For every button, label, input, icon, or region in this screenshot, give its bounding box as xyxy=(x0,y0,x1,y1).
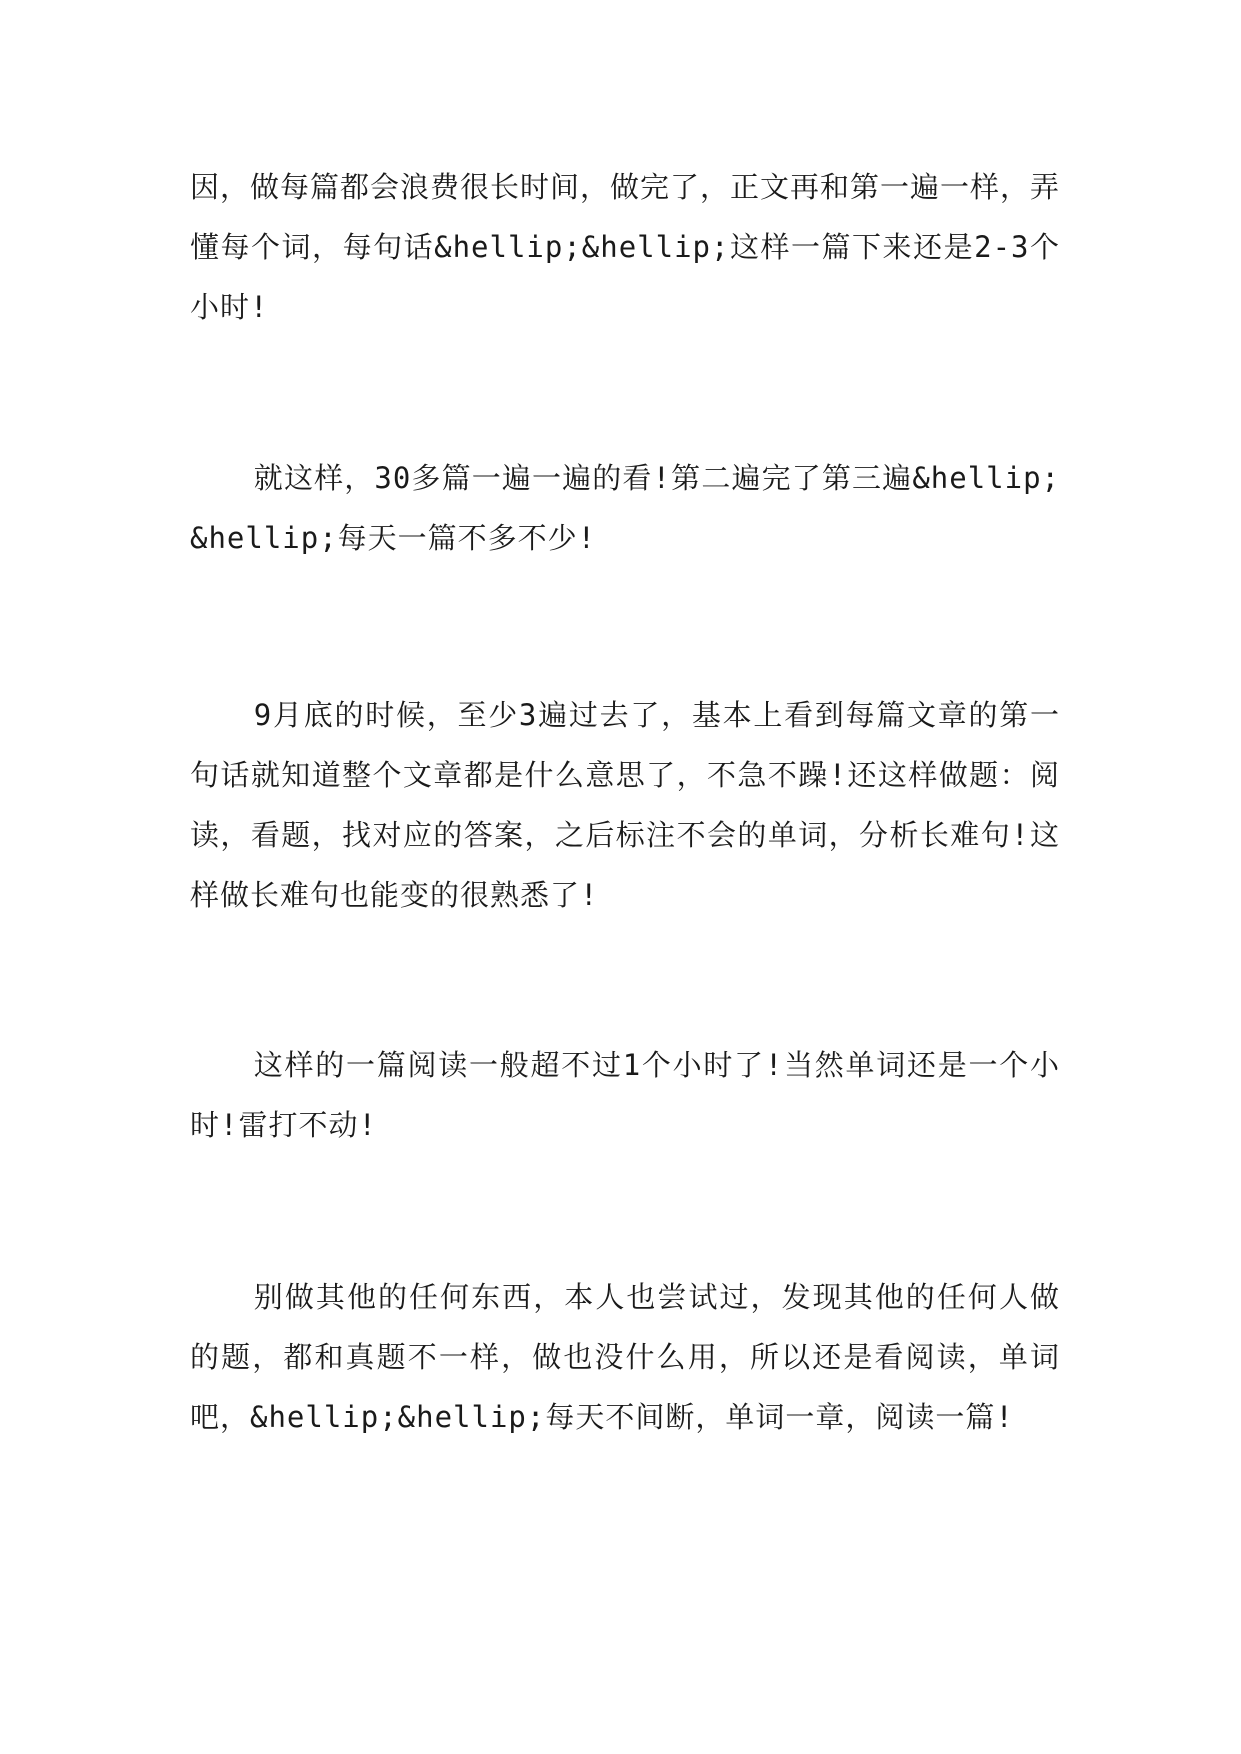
paragraph-2: 就这样，30多篇一遍一遍的看!第二遍完了第三遍&hellip;&hellip;每天一篇不多不少! xyxy=(190,461,1060,555)
paragraph-1: 因，做每篇都会浪费很长时间，做完了，正文再和第一遍一样，弄懂每个词，每句话&hellip;&hellip;这样一篇下来还是2-3个小时! xyxy=(190,170,1061,324)
paragraph-5: 别做其他的任何东西，本人也尝试过，发现其他的任何人做的题，都和真题不一样，做也没什么用，所以还是看阅读，单词吧，&hellip;&hellip;每天不间断，单词一章，阅读一篇! xyxy=(190,1280,1060,1434)
paragraph-4: 这样的一篇阅读一般超不过1个小时了!当然单词还是一个小时!雷打不动! xyxy=(190,1048,1060,1142)
paragraph-3: 9月底的时候，至少3遍过去了，基本上看到每篇文章的第一句话就知道整个文章都是什么意思了，不急不躁!还这样做题：阅读，看题，找对应的答案，之后标注不会的单词，分析长难句!这样做长难句也能变的很熟悉了! xyxy=(190,698,1060,912)
